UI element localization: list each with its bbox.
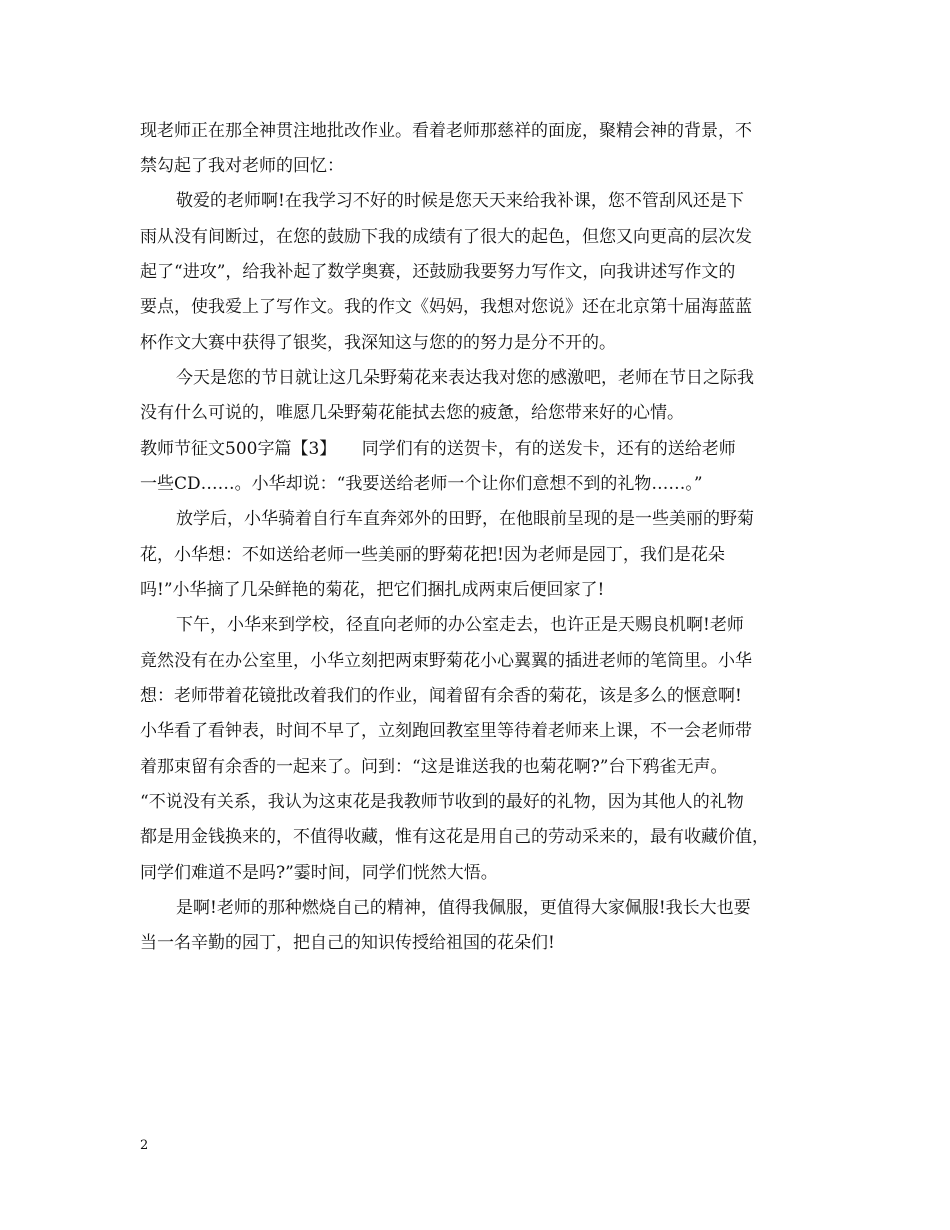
text-line-1: 现老师正在那全神贯注地批改作业。看着老师那慈祥的面庞，聚精会神的背景，不 bbox=[140, 121, 752, 141]
text-line-16: 竟然没有在办公室里，小华立刻把两束野菊花小心翼翼的插进老师的笔筒里。小华 bbox=[140, 651, 752, 671]
text-line-2: 禁勾起了我对老师的回忆： bbox=[140, 156, 344, 176]
text-line-23: 是啊!老师的那种燃烧自己的精神，值得我佩服，更值得大家佩服!我长大也要 bbox=[176, 898, 751, 918]
text-line-24: 当一名辛勤的园丁，把自己的知识传授给祖国的花朵们! bbox=[140, 933, 555, 953]
text-line-13: 花，小华想：不如送给老师一些美丽的野菊花把!因为老师是园丁，我们是花朵 bbox=[140, 545, 725, 565]
text-line-20: “不说没有关系，我认为这束花是我教师节收到的最好的礼物，因为其他人的礼物 bbox=[140, 792, 744, 812]
page-number: 2 bbox=[140, 1138, 149, 1153]
text-line-18: 小华看了看钟表，时间不早了，立刻跑回教室里等待着老师来上课，不一会老师带 bbox=[140, 721, 752, 741]
text-line-3: 敬爱的老师啊!在我学习不好的时候是您天天来给我补课，您不管刮风还是下 bbox=[176, 191, 744, 211]
text-line-14: 吗!”小华摘了几朵鲜艳的菊花，把它们捆扎成两束后便回家了! bbox=[140, 580, 605, 600]
text-line-10: 教师节征文500字篇【3】 同学们有的送贺卡，有的送发卡，还有的送给老师 bbox=[140, 439, 736, 459]
text-line-22: 同学们难道不是吗?”霎时间，同学们恍然大悟。 bbox=[140, 863, 498, 883]
text-line-12: 放学后，小华骑着自行车直奔郊外的田野，在他眼前呈现的是一些美丽的野菊 bbox=[176, 509, 754, 529]
text-line-8: 今天是您的节日就让这几朵野菊花来表达我对您的感激吧，老师在节日之际我 bbox=[176, 368, 754, 388]
text-line-9: 没有什么可说的，唯愿几朵野菊花能拭去您的疲惫，给您带来好的心情。 bbox=[140, 403, 684, 423]
text-line-5: 起了“进攻”，给我补起了数学奥赛，还鼓励我要努力写作文，向我讲述写作文的 bbox=[140, 262, 736, 282]
text-line-17: 想：老师带着花镜批改着我们的作业，闻着留有余香的菊花，该是多么的惬意啊! bbox=[140, 686, 742, 706]
text-line-4: 雨从没有间断过，在您的鼓励下我的成绩有了很大的起色，但您又向更高的层次发 bbox=[140, 227, 752, 247]
text-line-15: 下午，小华来到学校，径直向老师的办公室走去，也许正是天赐良机啊!老师 bbox=[176, 615, 744, 635]
text-line-6: 要点，使我爱上了写作文。我的作文《妈妈，我想对您说》还在北京第十届海蓝蓝 bbox=[140, 297, 752, 317]
text-line-19: 着那束留有余香的一起来了。问到：“这是谁送我的也菊花啊?”台下鸦雀无声。 bbox=[140, 757, 728, 777]
text-line-21: 都是用金钱换来的，不值得收藏，惟有这花是用自己的劳动采来的，最有收藏价值， bbox=[140, 827, 769, 847]
text-line-11: 一些CD……。小华却说：“我要送给老师一个让你们意想不到的礼物……。” bbox=[140, 474, 703, 494]
text-line-7: 杯作文大赛中获得了银奖，我深知这与您的的努力是分不开的。 bbox=[140, 333, 616, 353]
